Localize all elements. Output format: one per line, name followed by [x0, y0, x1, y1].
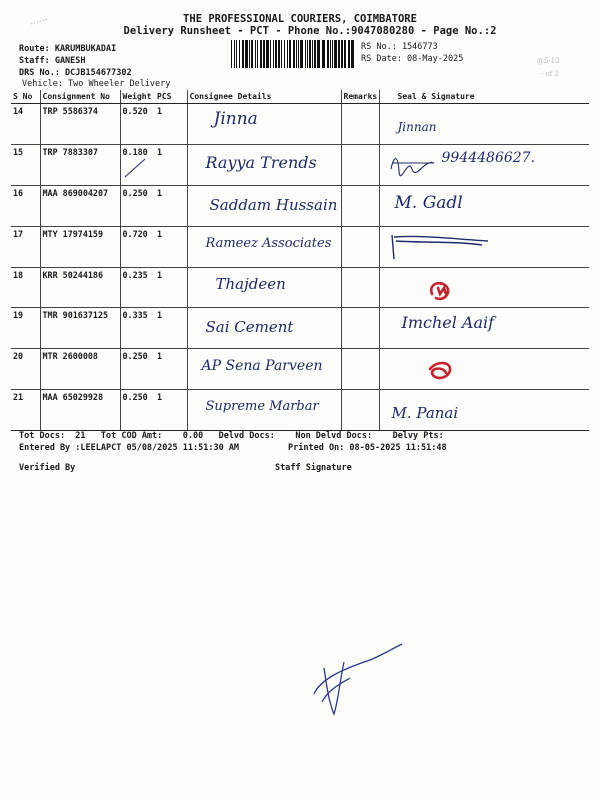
cell-weight: [120, 144, 155, 185]
cell-sno: 15: [11, 144, 40, 185]
cell-pcs: 1: [155, 308, 187, 349]
cell-pcs: 1: [155, 144, 187, 185]
cell-signature: [379, 267, 589, 308]
signature-handwriting: Imchel Aaif: [401, 313, 495, 333]
table-row: [11, 185, 589, 226]
cell-consignee: [187, 226, 341, 267]
cell-consignee: [187, 144, 341, 185]
consignee-handwriting: Supreme Marbar: [205, 399, 319, 415]
col-consignment: Consignment No: [40, 90, 120, 104]
verified-by-label: Verified By: [19, 463, 76, 473]
cell-remarks: [341, 226, 379, 267]
signature-handwriting: 9944486627.: [441, 149, 536, 166]
vehicle-label: Vehicle: Two Wheeler Delivery: [22, 79, 171, 89]
cell-pcs: 1: [155, 226, 187, 267]
consignee-handwriting: Saddam Hussain: [209, 195, 338, 214]
cell-pcs: 1: [155, 349, 187, 390]
cell-consignment: MTY 17974159: [40, 226, 120, 267]
cell-consignee: [187, 104, 341, 145]
cell-consignee: [187, 308, 341, 349]
col-pcs: PCS: [155, 90, 187, 104]
table-row: [11, 267, 589, 308]
barcode: [231, 40, 356, 68]
table-row: [11, 390, 589, 431]
col-consignee: Consignee Details: [187, 90, 341, 104]
red-signature-mark: [426, 276, 456, 304]
cell-weight: 0.250: [120, 349, 155, 390]
cell-remarks: [341, 308, 379, 349]
cell-signature: [379, 144, 589, 185]
consignee-handwriting: Rameez Associates: [205, 235, 332, 251]
staff-signature-label: Staff Signature: [275, 463, 352, 473]
staff-label: Staff: GANESH: [19, 56, 86, 66]
cell-signature: [379, 390, 589, 431]
signature-handwriting: Jinnan: [397, 120, 437, 134]
cell-sno: 14: [11, 104, 40, 145]
cell-remarks: [341, 349, 379, 390]
table-row: [11, 349, 589, 390]
staff-signature-scribble: [310, 640, 410, 720]
cell-signature: [379, 226, 589, 267]
cell-remarks: [341, 144, 379, 185]
company-title: THE PROFESSIONAL COURIERS, COIMBATORE: [183, 13, 417, 25]
cell-remarks: [341, 104, 379, 145]
cell-consignment: MTR 2600008: [40, 349, 120, 390]
cell-pcs: 1: [155, 104, 187, 145]
signature-handwriting: M. Panai: [391, 404, 459, 423]
cell-sno: 16: [11, 185, 40, 226]
cell-signature: [379, 349, 589, 390]
cell-weight: 0.250: [120, 390, 155, 431]
consignee-handwriting: Thajdeen: [215, 274, 286, 293]
totals-line: Tot Docs: 21 Tot COD Amt: 0.00 Delvd Docs: Non Delvd Docs: Delvy Pts:: [19, 431, 444, 441]
weight-value: 0.180: [122, 146, 148, 157]
cell-signature: [379, 185, 589, 226]
table-row: [11, 226, 589, 267]
col-seal-signature: Seal & Signature: [379, 90, 589, 104]
cell-consignee: [187, 267, 341, 308]
col-sno: S No: [11, 90, 40, 104]
pen-mark: [30, 18, 50, 26]
table-header-row: [11, 90, 589, 104]
red-signature-mark: [426, 357, 456, 385]
runsheet-title: Delivery Runsheet - PCT - Phone No.:9047080280 - Page No.:2: [123, 25, 497, 37]
cell-consignment: MAA 869004207: [40, 185, 120, 226]
cell-pcs: 1: [155, 185, 187, 226]
cell-sno: 19: [11, 308, 40, 349]
margin-note: @5·12: [537, 57, 560, 65]
cell-remarks: [341, 267, 379, 308]
cell-sno: 21: [11, 390, 40, 431]
cell-remarks: [341, 185, 379, 226]
cell-weight: 0.720: [120, 226, 155, 267]
cell-sno: 20: [11, 349, 40, 390]
printed-on: Printed On: 08-05-2025 11:51:48: [288, 443, 447, 453]
col-weight: Weight: [120, 90, 155, 104]
table-row: [11, 308, 589, 349]
delivery-table: [11, 90, 589, 431]
cell-signature: [379, 104, 589, 145]
cell-sno: 18: [11, 267, 40, 308]
signature-handwriting: M. Gadl: [394, 192, 463, 213]
rs-date: RS Date: 08-May-2025: [361, 54, 464, 64]
cell-weight: 0.520: [120, 104, 155, 145]
signature-scribble: [388, 151, 438, 177]
consignee-handwriting: AP Sena Parveen: [201, 358, 323, 375]
cell-consignee: [187, 390, 341, 431]
signature-scribble: [384, 231, 494, 263]
cell-consignment: TMR 901637125: [40, 308, 120, 349]
cell-weight: 0.250: [120, 185, 155, 226]
cell-consignment: KRR 50244186: [40, 267, 120, 308]
col-remarks: Remarks: [341, 90, 379, 104]
cell-consignment: MAA 65029928: [40, 390, 120, 431]
consignee-handwriting: Rayya Trends: [205, 152, 317, 172]
cell-signature: [379, 308, 589, 349]
table-row: [11, 104, 589, 145]
cell-pcs: 1: [155, 390, 187, 431]
consignee-handwriting: Jinna: [213, 109, 258, 129]
cell-consignee: [187, 185, 341, 226]
consignee-handwriting: Sai Cement: [205, 318, 294, 337]
margin-note: · of 2: [541, 70, 559, 78]
drs-number: DRS No.: DCJB154677302: [19, 68, 132, 78]
cell-pcs: 1: [155, 267, 187, 308]
rs-number: RS No.: 1546773: [361, 42, 438, 52]
cell-consignee: [187, 349, 341, 390]
cell-weight: 0.335: [120, 308, 155, 349]
cell-consignment: TRP 7883307: [40, 144, 120, 185]
cell-remarks: [341, 390, 379, 431]
route-label: Route: KARUMBUKADAI: [19, 44, 117, 54]
tick-mark: [123, 157, 147, 179]
table-row: [11, 144, 589, 185]
cell-consignment: TRP 5586374: [40, 104, 120, 145]
cell-sno: 17: [11, 226, 40, 267]
entered-by: Entered By :LEELAPCT 05/08/2025 11:51:30 AM: [19, 443, 240, 453]
cell-weight: 0.235: [120, 267, 155, 308]
